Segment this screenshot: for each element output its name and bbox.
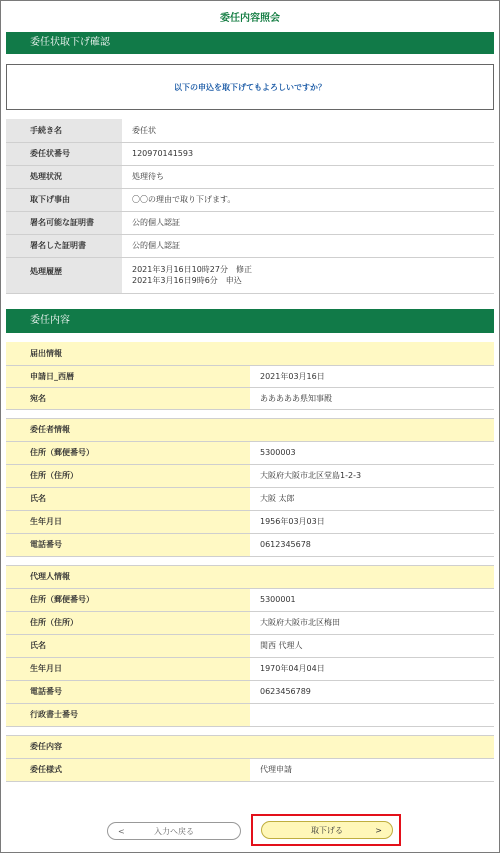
row-label: 処理履歴	[6, 257, 122, 293]
row-value: 大阪府大阪市北区梅田	[250, 611, 494, 634]
table-row	[6, 634, 494, 657]
row-value: 処理待ち	[122, 165, 494, 188]
group-spacer	[6, 726, 494, 735]
table-row	[6, 487, 494, 510]
row-label: 電話番号	[6, 680, 250, 703]
row-value: 公的個人認証	[122, 211, 494, 234]
table-row	[6, 211, 494, 234]
group-header: 代理人情報	[6, 565, 494, 588]
row-label: 手続き名	[6, 119, 122, 142]
row-value	[250, 703, 494, 726]
group-header: 届出情報	[6, 342, 494, 365]
row-label: 署名可能な証明書	[6, 211, 122, 234]
confirm-detail-table	[6, 119, 494, 294]
row-label: 住所（住所）	[6, 464, 250, 487]
row-value: 2021年03月16日	[250, 365, 494, 387]
row-value	[122, 257, 494, 293]
table-row	[6, 588, 494, 611]
row-label: 署名した証明書	[6, 234, 122, 257]
confirm-section-title: 委任状取下げ確認	[6, 32, 494, 54]
row-value: 120970141593	[122, 142, 494, 165]
table-row	[6, 758, 494, 781]
row-value: 代理申請	[250, 758, 494, 781]
group-spacer	[6, 409, 494, 418]
row-label: 宛名	[6, 387, 250, 409]
row-value: 1956年03月03日	[250, 510, 494, 533]
row-label: 氏名	[6, 634, 250, 657]
confirm-notice: 以下の申込を取下げてもよろしいですか？	[6, 64, 494, 110]
table-row	[6, 657, 494, 680]
row-label: 申請日_西暦	[6, 365, 250, 387]
row-value: あああああ県知事殿	[250, 387, 494, 409]
row-value: 関西 代理人	[250, 634, 494, 657]
row-value: 0612345678	[250, 533, 494, 556]
row-label: 住所（住所）	[6, 611, 250, 634]
row-label: 氏名	[6, 487, 250, 510]
content-detail-table	[6, 342, 494, 782]
table-row	[6, 611, 494, 634]
row-value: 0623456789	[250, 680, 494, 703]
row-value: 5300003	[250, 441, 494, 464]
row-label: 委任状番号	[6, 142, 122, 165]
table-row	[6, 234, 494, 257]
table-row	[6, 365, 494, 387]
group-header: 委任内容	[6, 735, 494, 758]
back-to-input-button[interactable]	[107, 822, 241, 840]
row-label: 委任様式	[6, 758, 250, 781]
table-row	[6, 703, 494, 726]
table-row	[6, 441, 494, 464]
row-label: 住所（郵便番号）	[6, 588, 250, 611]
row-label: 電話番号	[6, 533, 250, 556]
group-spacer	[6, 556, 494, 565]
row-label: 生年月日	[6, 657, 250, 680]
table-row	[6, 142, 494, 165]
back-button-label: 入力へ戻る	[154, 826, 194, 836]
row-value: 大阪府大阪市北区堂島1-2-3	[250, 464, 494, 487]
history-line: 2021年3月16日9時6分 申込	[132, 276, 242, 285]
table-row	[6, 387, 494, 409]
chevron-right-icon: >	[375, 825, 382, 835]
group-header: 委任者情報	[6, 418, 494, 441]
row-label: 住所（郵便番号）	[6, 441, 250, 464]
row-value: 1970年04月04日	[250, 657, 494, 680]
row-label: 取下げ事由	[6, 188, 122, 211]
page-title: 委任内容照会	[220, 13, 280, 24]
table-row	[6, 533, 494, 556]
row-value: 大阪 太郎	[250, 487, 494, 510]
table-row	[6, 119, 494, 142]
row-value: 5300001	[250, 588, 494, 611]
row-label: 処理状況	[6, 165, 122, 188]
history-line: 2021年3月16日10時27分 修正	[132, 265, 252, 274]
table-row	[6, 165, 494, 188]
table-row	[6, 464, 494, 487]
withdraw-button-label: 取下げる	[311, 825, 343, 835]
content-section-title: 委任内容	[6, 309, 494, 333]
row-label: 行政書士番号	[6, 703, 250, 726]
table-row	[6, 510, 494, 533]
withdraw-button[interactable]	[261, 821, 393, 839]
row-value: 公的個人認証	[122, 234, 494, 257]
row-value: 〇〇の理由で取り下げます。	[122, 188, 494, 211]
table-row	[6, 188, 494, 211]
chevron-left-icon: <	[118, 826, 125, 836]
row-value: 委任状	[122, 119, 494, 142]
row-label: 生年月日	[6, 510, 250, 533]
table-row	[6, 257, 494, 293]
table-row	[6, 680, 494, 703]
